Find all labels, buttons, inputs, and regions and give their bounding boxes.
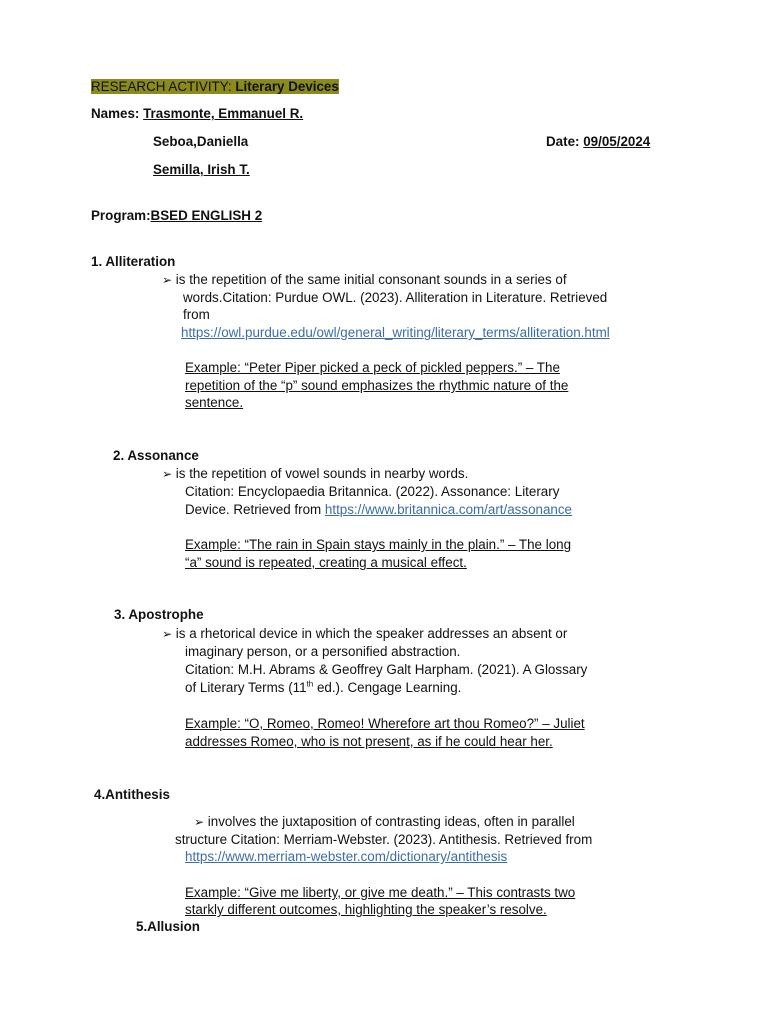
section-heading-allusion: 5.Allusion: [136, 919, 200, 934]
program-row: [91, 207, 262, 225]
arrow-bullet-icon: ➢: [194, 815, 205, 829]
name-2: Seboa,Daniella: [153, 134, 249, 149]
example-line: starkly different outcomes, highlighting the speaker’s resolve.: [185, 902, 547, 917]
example-line: Example: “O, Romeo, Romeo! Wherefore art thou Romeo?” – Juliet: [185, 716, 585, 731]
names-row: [91, 105, 303, 123]
definition-line: imaginary person, or a personified abstraction.: [185, 644, 461, 659]
citation-line: of Literary Terms (11th ed.). Cengage Learning.: [185, 679, 462, 695]
definition-line: words.Citation: Purdue OWL. (2023). Alliteration in Literature. Retrieved: [183, 290, 608, 305]
example-line: repetition of the “p” sound emphasizes the rhythmic nature of the: [185, 378, 569, 393]
arrow-bullet-icon: ➢: [162, 273, 173, 287]
citation-line: Citation: M.H. Abrams & Geoffrey Galt Harpham. (2021). A Glossary: [185, 662, 588, 677]
section-heading-alliteration: 1. Alliteration: [91, 254, 176, 269]
document-title: [91, 78, 339, 96]
arrow-bullet-icon: ➢: [162, 467, 173, 481]
example-line: addresses Romeo, who is not present, as if he could hear her.: [185, 734, 553, 749]
section-heading-assonance: 2. Assonance: [113, 448, 199, 463]
citation-line: Citation: Encyclopaedia Britannica. (2022). Assonance: Literary: [185, 484, 560, 499]
example-line: Example: “Give me liberty, or give me death.” – This contrasts two: [185, 885, 576, 900]
citation-link-purdue[interactable]: https://owl.purdue.edu/owl/general_writing/literary_terms/alliteration.html: [181, 325, 610, 340]
section-heading-antithesis: 4.Antithesis: [94, 787, 170, 802]
example-line: Example: “The rain in Spain stays mainly in the plain.” – The long: [185, 537, 572, 552]
citation-line: Device. Retrieved from https://www.britannica.com/art/assonance: [185, 502, 573, 517]
citation-link-merriam-webster[interactable]: https://www.merriam-webster.com/dictionary/antithesis: [185, 849, 508, 864]
name-1: Trasmonte, Emmanuel R.: [143, 106, 304, 121]
arrow-bullet-icon: ➢: [162, 627, 173, 641]
definition-line: from: [183, 307, 210, 322]
program-value: BSED ENGLISH 2: [150, 208, 263, 223]
definition-line: ➢ is the repetition of the same initial consonant sounds in a series of: [162, 272, 567, 287]
example-line: sentence.: [185, 395, 244, 410]
definition-line: ➢ is a rhetorical device in which the speaker addresses an absent or: [162, 626, 568, 641]
date-label: Date:: [546, 134, 584, 149]
definition-line: ➢ is the repetition of vowel sounds in nearby words.: [162, 466, 469, 481]
example-line: “a” sound is repeated, creating a musical effect.: [185, 555, 467, 570]
definition-line: ➢ involves the juxtaposition of contrasting ideas, often in parallel: [194, 814, 575, 829]
program-label: Program:: [91, 208, 151, 223]
name-3: Semilla, Irish T.: [153, 162, 250, 177]
section-heading-apostrophe: 3. Apostrophe: [114, 607, 204, 622]
citation-line: structure Citation: Merriam-Webster. (2023). Antithesis. Retrieved from: [175, 832, 593, 847]
date-value: 09/05/2024: [583, 134, 651, 149]
date-row: [546, 133, 650, 151]
title-prefix: RESEARCH ACTIVITY:: [91, 79, 236, 94]
citation-link-britannica[interactable]: https://www.britannica.com/art/assonance: [324, 502, 573, 517]
example-line: Example: “Peter Piper picked a peck of pickled peppers.” – The: [185, 360, 560, 375]
title-topic: Literary Devices: [235, 79, 339, 94]
names-label: Names:: [91, 106, 144, 121]
